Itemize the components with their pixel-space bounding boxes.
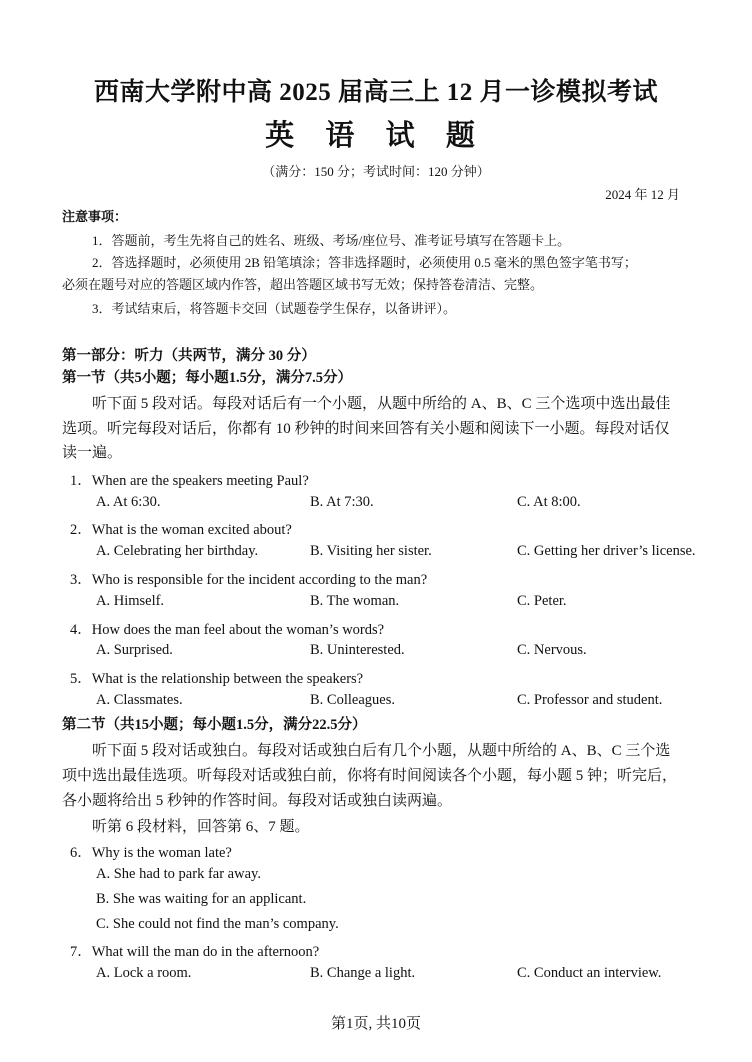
exam-date: 2024 年 12 月 <box>605 187 680 202</box>
question-stem: 4．How does the man feel about the woman’s words? <box>70 622 385 638</box>
notice-item-2-cont: 必须在题号对应的答题区域内作答，超出答题区域书写无效；保持答卷清洁、完整。 <box>62 277 544 292</box>
section1-instructions-line2: 选项。听完每段对话后，你都有 10 秒钟的时间来回答有关小题和阅读下一小题。每段对话仅 <box>62 421 670 437</box>
question-stem: 3．Who is responsible for the incident according to the man? <box>70 572 428 588</box>
question-stem: 6．Why is the woman late? <box>70 845 232 861</box>
notice-item-2: 2．答选择题时，必须使用 2B 铅笔填涂；答非选择题时，必须使用 0.5 毫米的黑色签字笔书写； <box>92 255 637 270</box>
section1-heading: 第一节（共5小题；每小题1.5分，满分7.5分） <box>62 370 352 386</box>
option-b: B. Change a light. <box>310 965 416 981</box>
option-c: C. Conduct an interview. <box>517 965 662 981</box>
option-a: A. Celebrating her birthday. <box>96 543 259 559</box>
option-b: B. The woman. <box>310 593 400 609</box>
question-stem: 5．What is the relationship between the speakers? <box>70 671 364 687</box>
section2-instructions-line2: 项中选出最佳选项。听每段对话或独白前，你将有时间阅读各个小题，每小题 5 钟；听完后， <box>62 768 678 784</box>
option-c: C. Peter. <box>517 593 567 609</box>
option-b: B. Visiting her sister. <box>310 543 432 559</box>
question-stem: 7．What will the man do in the afternoon? <box>70 944 320 960</box>
option-a: A. Lock a room. <box>96 965 192 981</box>
option-c: C. She could not find the man’s company. <box>96 916 339 932</box>
question-stem: 2．What is the woman excited about? <box>70 522 292 538</box>
part1-heading: 第一部分：听力（共两节，满分 30 分） <box>62 348 316 364</box>
score-time-line: （满分：150 分；考试时间：120 分钟） <box>262 164 490 179</box>
option-b: B. At 7:30. <box>310 494 374 510</box>
option-a: A. At 6:30. <box>96 494 161 510</box>
notice-heading: 注意事项： <box>62 209 128 224</box>
notice-item-1: 1．答题前，考生先将自己的姓名、班级、考场/座位号、准考证号填写在答题卡上。 <box>92 233 571 248</box>
section2-heading: 第二节（共15小题；每小题1.5分，满分22.5分） <box>62 717 367 733</box>
section1-instructions-line3: 读一遍。 <box>62 445 123 461</box>
question-stem: 1．When are the speakers meeting Paul? <box>70 473 309 489</box>
option-a: A. Classmates. <box>96 692 183 708</box>
option-c: C. At 8:00. <box>517 494 581 510</box>
exam-title: 西南大学附中高 2025 届高三上 12 月一诊模拟考试 <box>93 79 658 106</box>
option-a: A. Surprised. <box>96 642 173 658</box>
page-number: 第1页, 共10页 <box>330 1016 421 1032</box>
option-b: B. Uninterested. <box>310 642 405 658</box>
option-a: A. Himself. <box>96 593 165 609</box>
section1-instructions-line1: 听下面 5 段对话。每段对话后有一个小题，从题中所给的 A、B、C 三个选项中选出最佳 <box>92 396 671 412</box>
option-b: B. She was waiting for an applicant. <box>96 891 307 907</box>
option-c: C. Nervous. <box>517 642 587 658</box>
subject-title: 英 语 试 题 <box>265 120 487 152</box>
material-note: 听第 6 段材料，回答第 6、7 题。 <box>92 819 310 835</box>
option-c: C. Professor and student. <box>517 692 663 708</box>
option-b: B. Colleagues. <box>310 692 395 708</box>
option-a: A. She had to park far away. <box>96 866 261 882</box>
option-c: C. Getting her driver’s license. <box>517 543 696 559</box>
section2-instructions-line1: 听下面 5 段对话或独白。每段对话或独白后有几个小题，从题中所给的 A、B、C 三个选 <box>92 743 671 759</box>
notice-item-3: 3．考试结束后，将答题卡交回（试题卷学生保存，以备讲评）。 <box>92 301 457 316</box>
section2-instructions-line3: 各小题将给出 5 秒钟的作答时间。每段对话或独白读两遍。 <box>62 793 453 809</box>
